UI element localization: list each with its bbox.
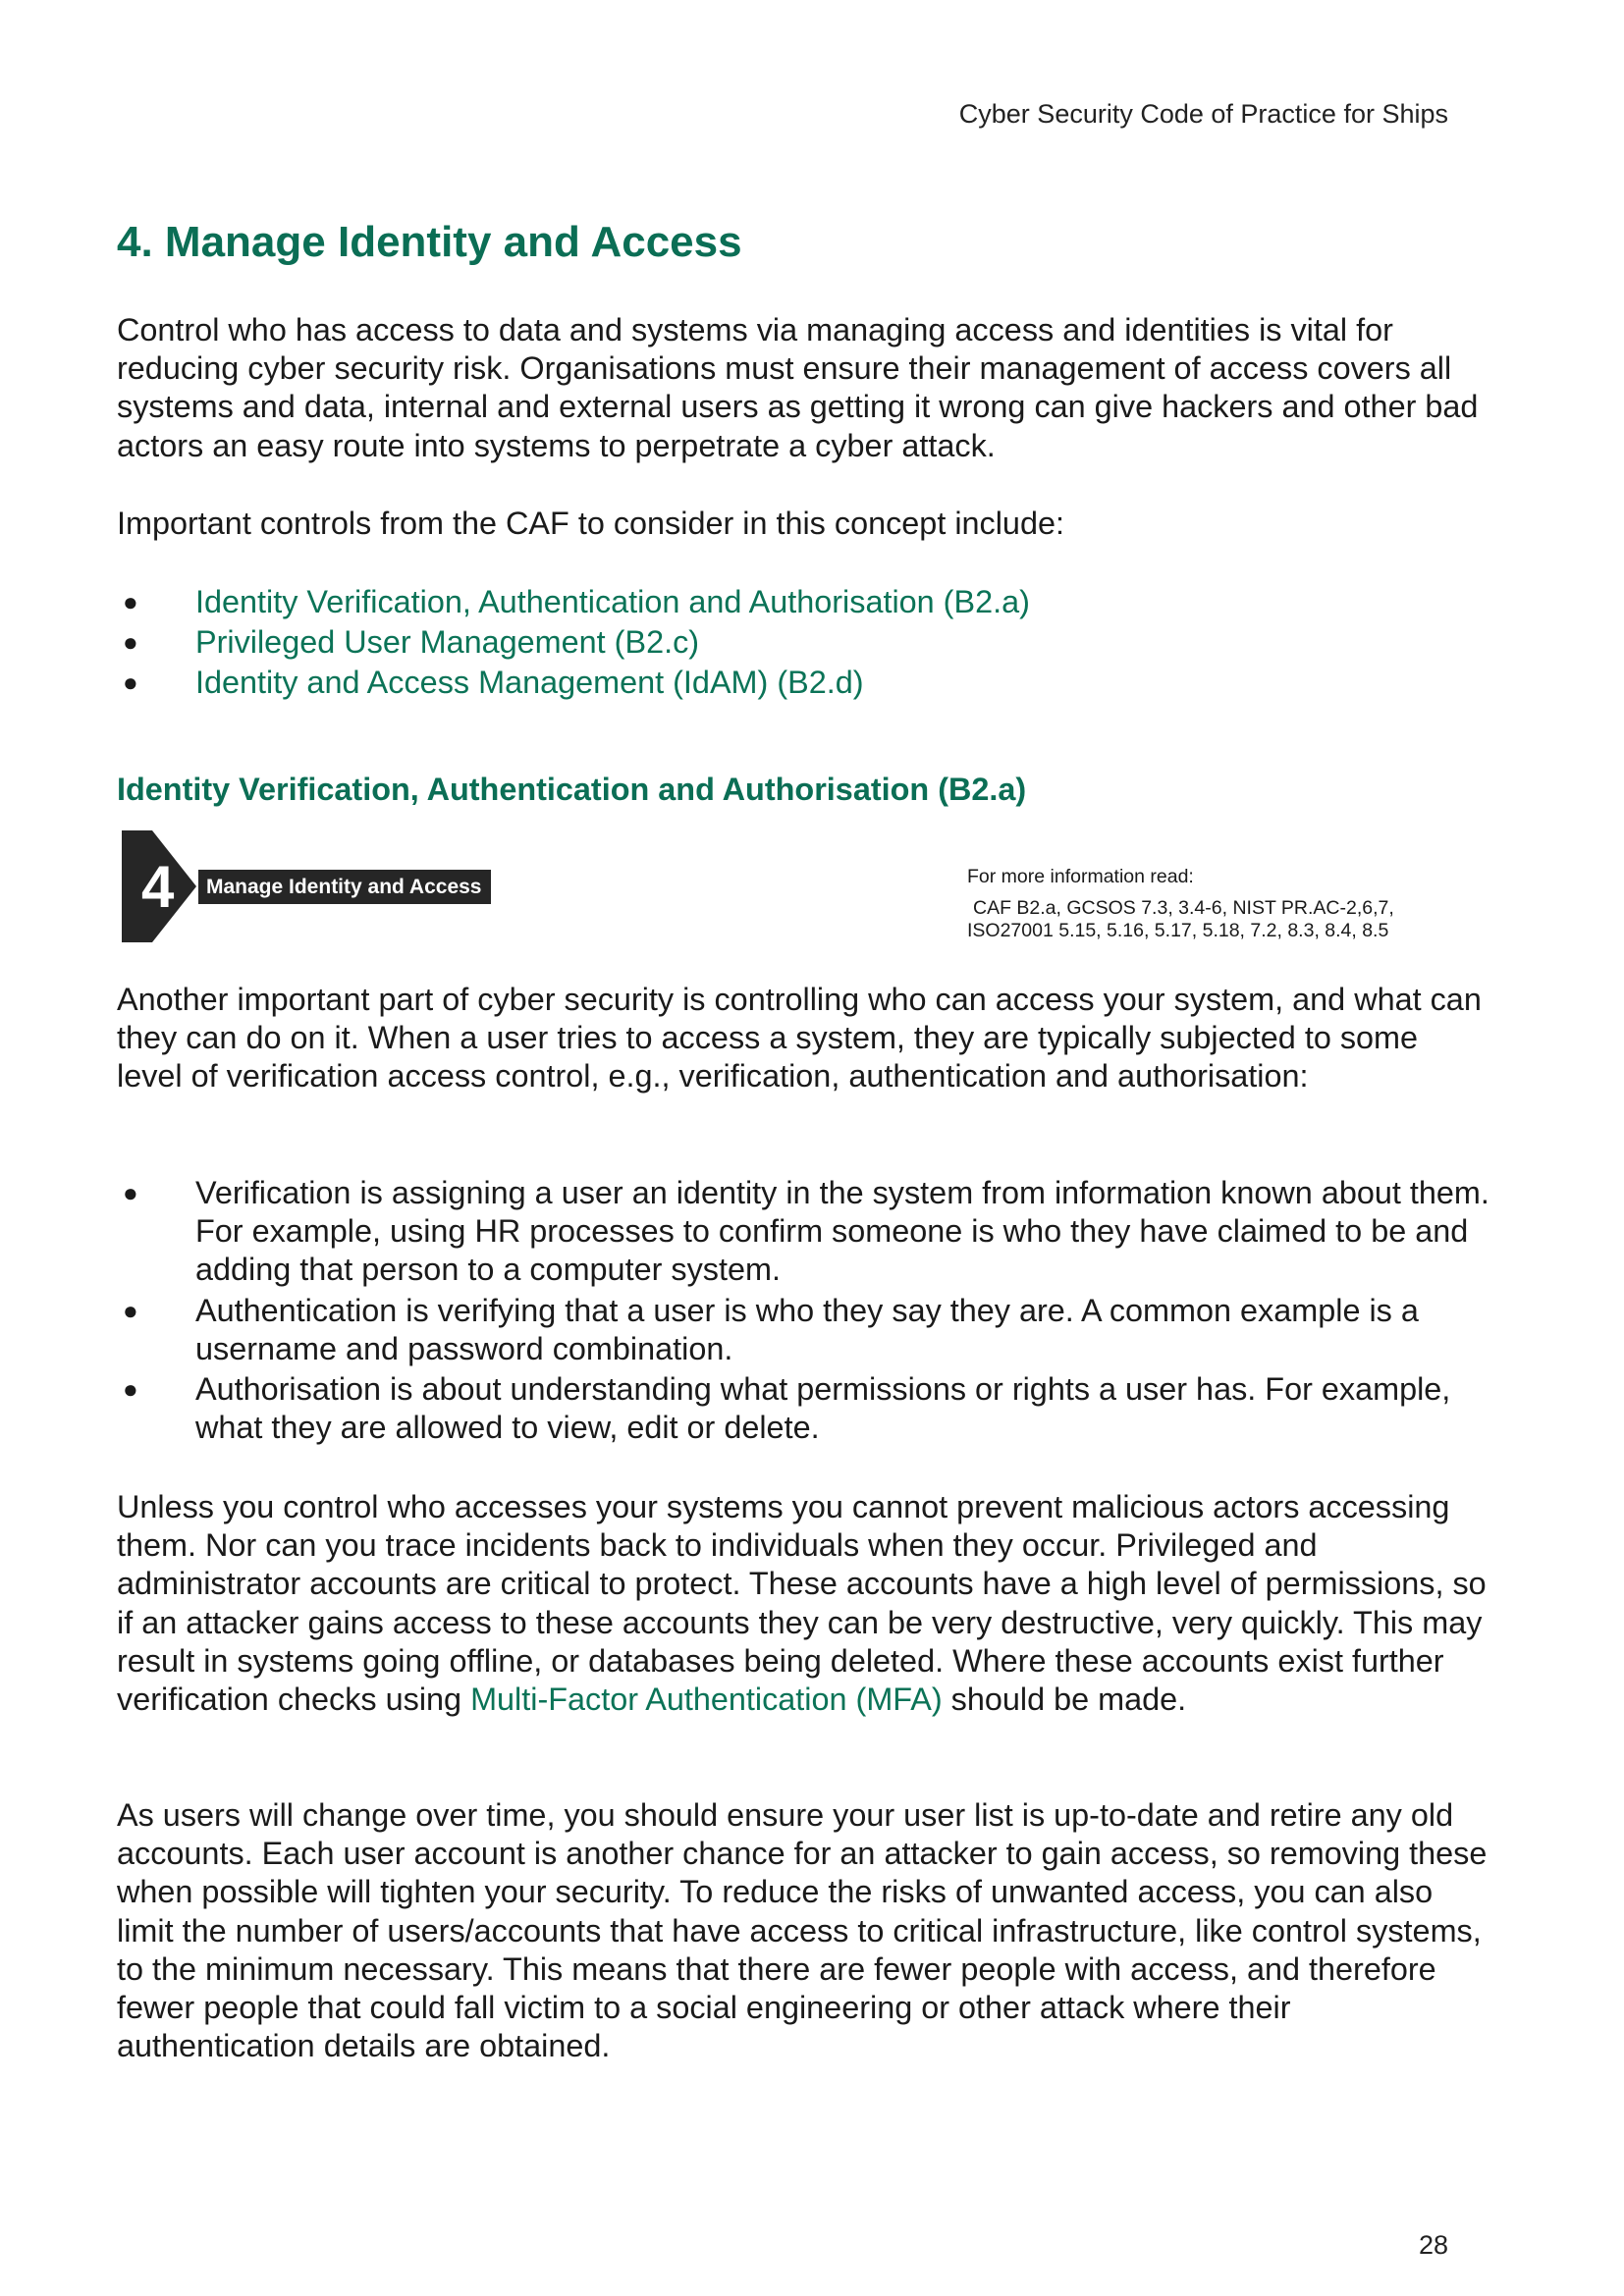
controls-intro: Important controls from the CAF to consider in this concept include: — [117, 506, 1064, 541]
para-text: should be made. — [942, 1682, 1187, 1718]
more-info-heading: For more information read: — [967, 866, 1194, 887]
running-header: Cyber Security Code of Practice for Ships — [958, 99, 1448, 129]
bullet-icon: ● — [123, 627, 138, 657]
list-item — [117, 1292, 1491, 1368]
section-title: 4. Manage Identity and Access — [117, 218, 742, 266]
list-item — [117, 1370, 1491, 1447]
bullet-icon: ● — [123, 1178, 138, 1207]
bullet-icon: ● — [123, 667, 138, 697]
intro-paragraph: Control who has access to data and systems via managing access and identities is vital for reducing cyber security risk. Organisations must ensure their management of access covers all systems and data, internal and external users as getting it wrong can give hackers and other bad actors an easy route into systems to perpetrate a cyber attack. — [117, 312, 1479, 463]
more-info-box — [967, 861, 1394, 946]
definition-authentication: Authentication is verifying that a user is who they say they are. A common example is a username and password combination. — [195, 1292, 1419, 1366]
list-item — [117, 583, 1491, 623]
para-text: Unless you control who accesses your systems you cannot prevent malicious actors accessing them. Nor can you trace incidents back to individuals when they occur. Privileged and administrator accounts are critical to protect. These accounts have a high level of permissions, so if an attacker gains access to these accounts they can be very destructive, very quickly. This may result in systems going offline, or databases being deleted. Where these accounts exist further verification checks using — [117, 1489, 1487, 1718]
definition-verification: Verification is assigning a user an identity in the system from information known about them. For example, using HR processes to confirm someone is who they have claimed to be and adding that person to a computer system. — [195, 1175, 1489, 1288]
list-item — [117, 623, 1491, 664]
bullet-icon: ● — [123, 1374, 138, 1405]
definition-list — [117, 1174, 1491, 1449]
badge-number: 4 — [141, 854, 175, 920]
control-link-b2d[interactable]: Identity and Access Management (IdAM) (B2.d) — [195, 665, 864, 700]
list-item — [117, 664, 1491, 704]
more-info-references: ISO27001 5.15, 5.16, 5.17, 5.18, 7.2, 8.3, 8.4, 8.5 — [967, 920, 1389, 941]
page-number: 28 — [1418, 2230, 1448, 2260]
body-paragraph: As users will change over time, you should ensure your user list is up-to-date and retire any old accounts. Each user account is another chance for an attacker to gain access, so removing these when possible will tighten your security. To reduce the risks of unwanted access, you can also limit the number of users/accounts that have access to critical infrastructure, like control systems, to the minimum necessary. This means that there are fewer people with access, and therefore fewer people that could fall victim to a social engineering or other attack where their authentication details are obtained. — [117, 1797, 1488, 2064]
control-link-b2a[interactable]: Identity Verification, Authentication and Authorisation (B2.a) — [195, 584, 1030, 619]
bullet-icon: ● — [123, 1295, 138, 1325]
control-link-b2c[interactable]: Privileged User Management (B2.c) — [195, 624, 700, 660]
more-info-references: CAF B2.a, GCSOS 7.3, 3.4-6, NIST PR.AC-2,6,7, — [973, 897, 1394, 919]
definition-authorisation: Authorisation is about understanding what permissions or rights a user has. For example, what they are allowed to view, edit or delete. — [195, 1371, 1451, 1446]
body-paragraph: Another important part of cyber security is controlling who can access your system, and what can they can do on it. When a user tries to access a system, they are typically subjected to some level of verification access control, e.g., verification, authentication and authorisation: — [117, 982, 1482, 1095]
mfa-link[interactable]: Multi-Factor Authentication (MFA) — [470, 1682, 943, 1718]
subsection-title: Identity Verification, Authentication and Authorisation (B2.a) — [117, 772, 1027, 807]
badge-label: Manage Identity and Access — [198, 870, 491, 904]
list-item — [117, 1174, 1491, 1290]
controls-link-list — [117, 583, 1491, 704]
body-paragraph — [117, 1488, 1491, 1719]
bullet-icon: ● — [123, 587, 138, 616]
